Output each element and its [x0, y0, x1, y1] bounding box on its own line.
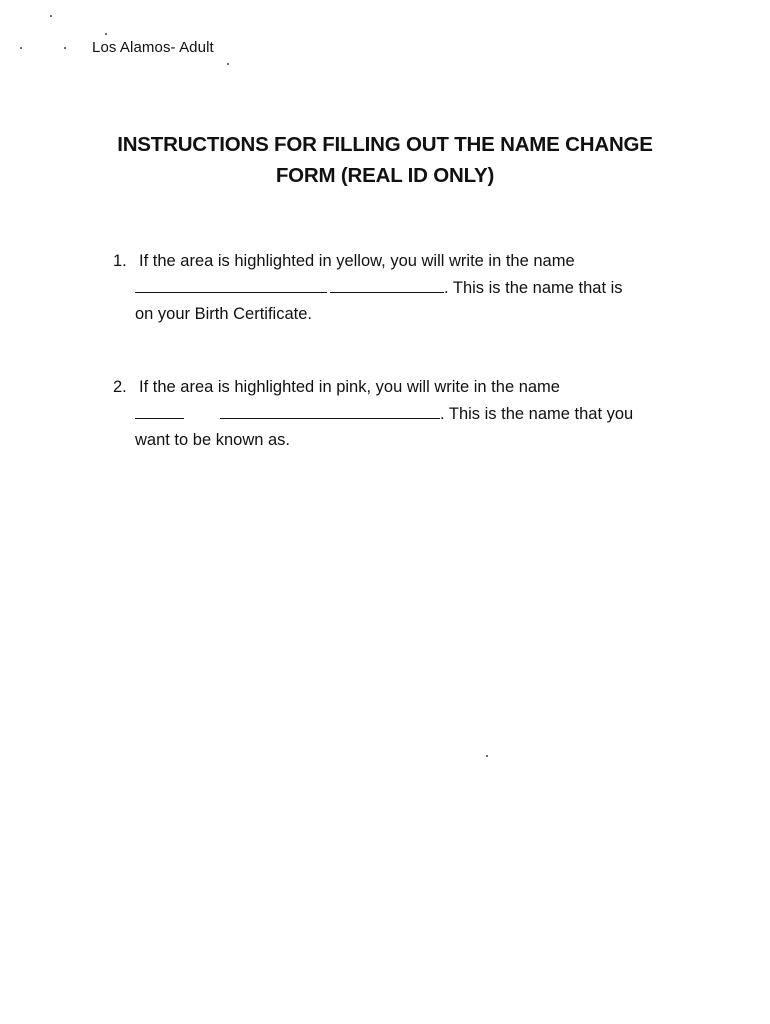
instruction-1-text-2: . This is the name that is — [444, 278, 623, 297]
instruction-1-line-1 — [113, 248, 673, 275]
instruction-item-2 — [113, 374, 673, 454]
header-note: Los Alamos- Adult — [92, 39, 214, 56]
title-line-1: INSTRUCTIONS FOR FILLING OUT THE NAME CHANGE — [117, 133, 653, 156]
scan-speck — [227, 63, 229, 65]
instruction-2-text-1: If the area is highlighted in pink, you will write in the name — [139, 378, 560, 396]
instruction-2-line-1 — [113, 374, 673, 401]
scan-speck — [486, 755, 488, 757]
scan-speck — [64, 47, 66, 49]
instruction-1-line-2 — [113, 275, 673, 302]
name-blank-underline — [135, 401, 440, 419]
scan-speck — [105, 33, 107, 35]
instruction-item-1 — [113, 248, 673, 328]
title-line-2: FORM (REAL ID ONLY) — [275, 164, 495, 187]
instruction-2-line-3: want to be known as. — [135, 431, 291, 449]
instruction-1-line-3: on your Birth Certificate. — [135, 305, 312, 323]
instruction-2-number: 2. — [113, 378, 127, 396]
scan-speck — [20, 47, 22, 49]
instruction-1-number: 1. — [113, 252, 127, 270]
instruction-2-text-2: . This is the name that you — [440, 404, 634, 423]
document-title — [60, 129, 710, 191]
scan-speck — [50, 15, 52, 17]
instruction-1-text-1: If the area is highlighted in yellow, you will write in the name — [139, 252, 575, 270]
instruction-2-line-2 — [113, 401, 673, 428]
name-blank-underline — [135, 275, 444, 293]
